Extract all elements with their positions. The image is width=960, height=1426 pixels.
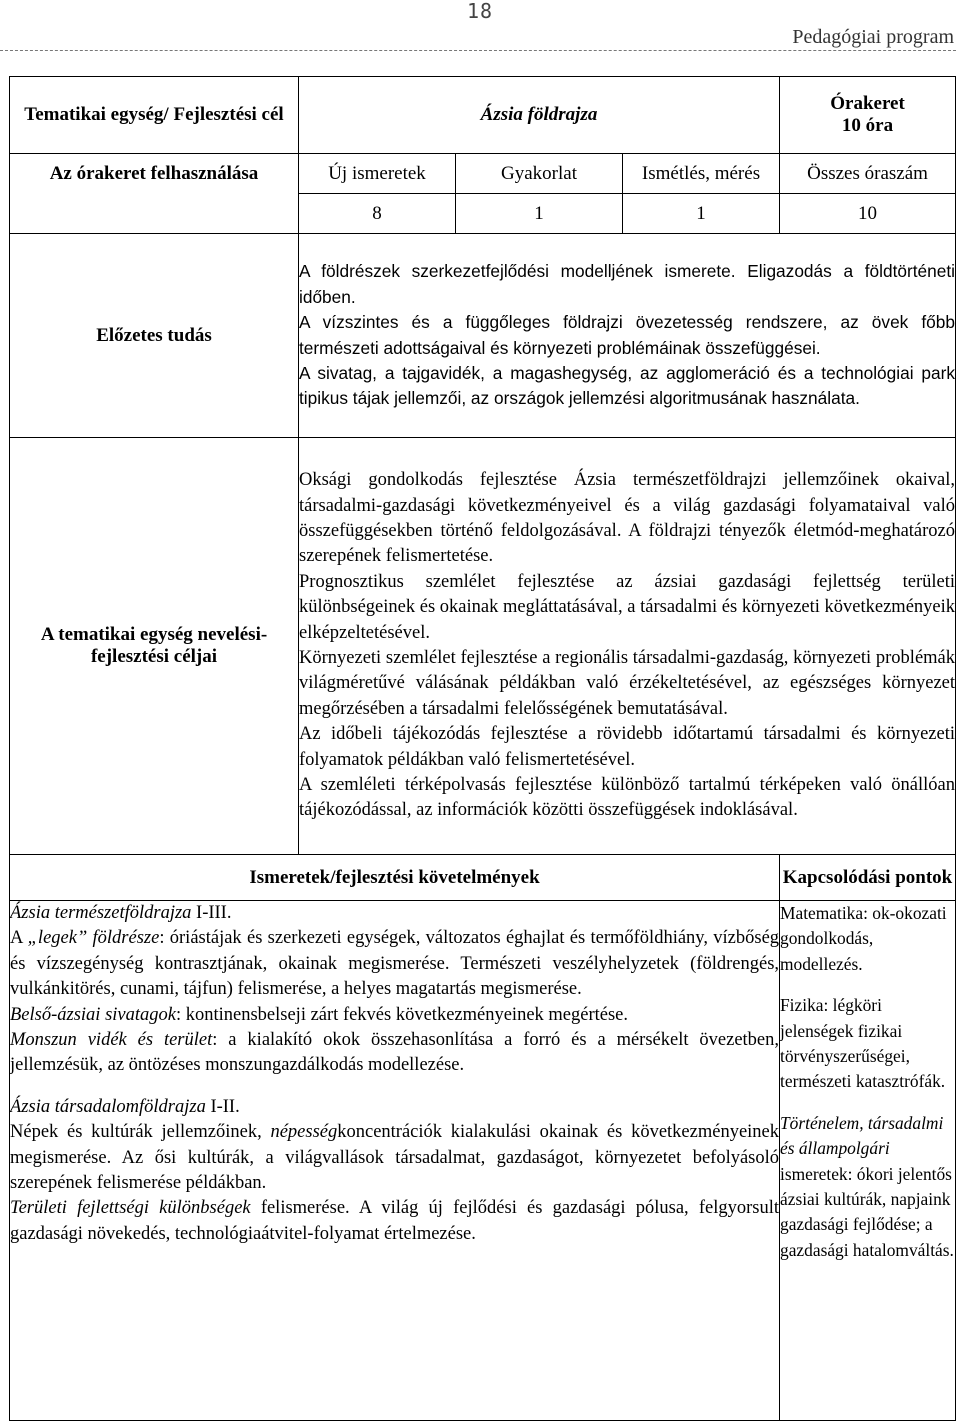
col-total: Összes óraszám — [780, 154, 956, 194]
page-number: 18 — [466, 0, 494, 23]
link-physics: Fizika: légköri jelenségek fizikai törvényszerűségei, természeti katasztrófák. — [780, 995, 946, 1092]
title-row — [10, 77, 956, 154]
goals-p2: Prognosztikus szemlélet fejlesztése az ázsiai gazdasági fejlettség területi különbségeinek és okainak megláttatásával, a társadalmi és környezeti következményeik elképzeltetésével. — [299, 571, 956, 643]
goals-p1: Oksági gondolkodás fejlesztése Ázsia természetföldrajzi jellemzőinek okaival, társadalmi-gazdasági következményeivel és a világ gazdasági folyamataival való összefüggésekben történő feldolgozásával. A földrajzi tényezők életmód-meghatározó szerepének felismertetése. — [299, 470, 956, 567]
goals-content — [299, 438, 956, 855]
col-new-knowledge: Új ismeretek — [299, 154, 456, 194]
unit-label-cell — [10, 77, 299, 154]
prior-knowledge-content — [299, 234, 956, 438]
hours-value: 10 óra — [841, 115, 894, 136]
prior-knowledge-label-cell — [10, 234, 299, 438]
unit-title-cell — [299, 77, 780, 154]
links-header: Kapcsolódási pontok — [780, 855, 956, 901]
prior-knowledge-row — [10, 234, 956, 438]
section-nature-title: Ázsia természetföldrajza I-III. — [10, 903, 232, 923]
prior-knowledge-label: Előzetes tudás — [96, 324, 212, 346]
requirements-content — [10, 901, 780, 1421]
value-total: 10 — [780, 194, 956, 234]
hours-cell — [780, 77, 956, 154]
col-practice: Gyakorlat — [456, 154, 623, 194]
goals-p3: Környezeti szemlélet fejlesztése a regionális társadalmi-gazdaság, környezeti problémák világméretűvé válásának példákban való érzékeltetésével, az egészséges környezet megőrzésében a társadalmi felelősségének bemutatásával. — [299, 648, 956, 719]
header-divider — [0, 50, 956, 51]
usage-label-cell — [10, 154, 299, 234]
usage-label: Az órakeret felhasználása — [49, 163, 259, 184]
goals-p4: Az időbeli tájékozódás fejlesztése a rövidebb időtartamú társadalmi és környezeti folyamatok példákban való felismertetésével. — [299, 724, 956, 770]
links-content — [780, 901, 956, 1421]
section-society-p2: Területi fejlettségi különbségek felismerése. A világ új fejlődési és gazdasági pólusa, felgyorsult gazdasági növekedés, technológiaátvitel-folyamat értelmezése. — [10, 1198, 780, 1244]
prior-knowledge-p3: A sivatag, a tajgavidék, a magashegység, az agglomeráció és a technológiai park tipikus tájak jellemzői, az országok jellemzési algoritmusának használata. — [299, 362, 956, 409]
link-math: Matematika: ok-okozati gondolkodás, modellezés. — [780, 903, 947, 974]
value-practice: 1 — [456, 194, 623, 234]
requirements-header: Ismeretek/fejlesztési követelmények — [10, 855, 780, 901]
section-society-title: Ázsia társadalomföldrajza I-II. — [10, 1096, 240, 1117]
requirements-header-row — [10, 855, 956, 901]
col-review: Ismétlés, mérés — [623, 154, 780, 194]
section-nature-p1: A „legek” földrésze: óriástájak és szerkezeti egységek, változatos éghajlat és termőföldhiány, vízbőség és vízszegénység kontrasztjának, okainak megismerése. Természeti veszélyhelyzetek (földrengés, vulkánkitörés, cunami, tájfun) felismerése, a helyes magatartás megismerése. — [10, 928, 780, 1000]
goals-label-cell — [10, 438, 299, 855]
header-title: Pedagógiai program — [792, 26, 954, 48]
goals-label: A tematikai egység nevelési-fejlesztési céljai — [40, 624, 268, 667]
unit-label: Tematikai egység/ Fejlesztési cél — [24, 104, 284, 125]
unit-title: Ázsia földrajza — [480, 104, 598, 125]
prior-knowledge-p1: A földrészek szerkezetfejlődési modelljének ismerete. Eligazodás a földtörténeti időben. — [299, 261, 956, 307]
section-nature-p3: Monszun vidék és terület: a kialakító okok összehasonlítása a forró és a mérsékelt övezetben, jellemzésük, az öntözéses monszungazdálkodás modellezése. — [10, 1030, 780, 1076]
section-society-p1: Népek és kultúrák jellemzőinek, népességkoncentrációk kialakulási okainak és következményeinek megismerése. Az ősi kultúrák, a világvallások társadalmat, gazdaságot, környezetet befolyásoló szerepének felismerése példákban. — [10, 1122, 780, 1194]
hours-label: Órakeret — [830, 93, 905, 114]
section-nature-p2: Belső-ázsiai sivatagok: kontinensbelseji zárt fekvés következményeinek megértése. — [10, 1004, 629, 1025]
links-gap-2 — [780, 1095, 955, 1111]
goals-row — [10, 438, 956, 855]
link-history: Történelem, társadalmi és állampolgári ismeretek: ókori jelentős ázsiai kultúrák, napjaink gazdasági fejlődése; a gazdasági hatalomváltás. — [780, 1112, 954, 1260]
prior-knowledge-p2: A vízszintes és a függőleges földrajzi övezetesség rendszere, az övek főbb természeti adottságaival és környezeti problémáinak összefüggései. — [299, 312, 956, 358]
value-new-knowledge: 8 — [299, 194, 456, 234]
value-review: 1 — [623, 194, 780, 234]
requirements-row — [10, 901, 956, 1421]
section-gap — [10, 1079, 779, 1095]
curriculum-table — [9, 76, 956, 1421]
links-gap-1 — [780, 977, 955, 993]
goals-p5: A szemléleti térképolvasás fejlesztése különböző tartalmú térképeken való önállóan tájékozódással, az információk közötti összefüggések indoklásával. — [299, 775, 956, 821]
usage-header-row — [10, 154, 956, 194]
